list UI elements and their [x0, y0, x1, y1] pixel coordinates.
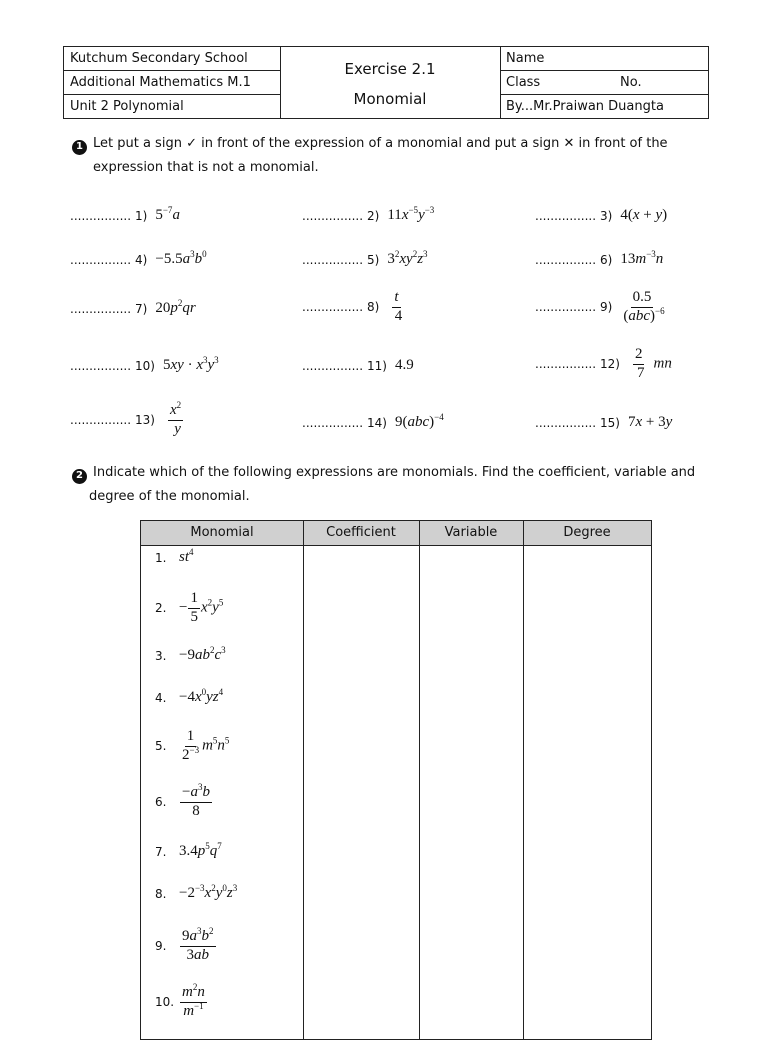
expression: 9(abc)$^{-4}$: [394, 412, 444, 430]
expression: $5xy \cdot x^3y^3$: [162, 355, 219, 373]
answer-blank[interactable]: ................: [535, 300, 597, 315]
monomial-table: [140, 520, 652, 1040]
expression: $5^{-7}a$: [155, 205, 180, 223]
row-expression: $\frac{9a^3b^2}{3ab}$: [182, 926, 214, 963]
row-expression: $-4x^0yz^4$: [179, 687, 224, 705]
item-14: [302, 414, 444, 431]
unit-name: Unit 2 Polynomial: [70, 99, 184, 114]
header-table: [63, 46, 709, 119]
item-8: [302, 290, 410, 325]
expression: $\frac{0.5}{(abc)^{-6}}$: [623, 289, 665, 324]
section2-bullet: 2: [72, 469, 87, 484]
row-expression: $-2^{-3}x^2y^0z^3$: [179, 883, 238, 901]
column-divider: [419, 521, 420, 1039]
expression: $11x^{-5}y^{-3}$: [387, 205, 435, 223]
item-4: [70, 251, 207, 268]
section1-instruction-line2: expression that is not a monomial.: [93, 160, 319, 175]
answer-blank[interactable]: ................: [70, 252, 132, 267]
answer-blank[interactable]: ................: [302, 415, 364, 430]
expression: $\frac{x^2}{y}$: [169, 400, 182, 437]
item-13: [70, 400, 192, 438]
item-10: [70, 357, 219, 374]
row-number: 4.: [155, 690, 167, 705]
section2-instruction-line1: Indicate which of the following expressions are monomials. Find the coefficient, variable and: [93, 465, 696, 480]
expression: $13m^{-3}n$: [620, 249, 664, 267]
item-1: [70, 207, 180, 224]
item-number: 5): [367, 252, 380, 267]
expression: 4.9: [394, 357, 414, 373]
column-divider: [523, 521, 524, 1039]
item-number: 12): [600, 357, 620, 372]
row-expression: $-9ab^2c^3$: [179, 645, 226, 663]
row-expression: $\frac{m^2n}{m^{-1}}$: [182, 982, 205, 1019]
item-number: 11): [367, 358, 387, 373]
item-6: [535, 251, 663, 268]
answer-blank[interactable]: ................: [535, 415, 597, 430]
row-number: 8.: [155, 886, 167, 901]
header-right-column: [500, 47, 708, 118]
answer-blank[interactable]: ................: [535, 252, 597, 267]
answer-blank[interactable]: ................: [302, 300, 364, 315]
row-number: 10.: [155, 995, 175, 1010]
item-number: 10): [135, 358, 155, 373]
answer-blank[interactable]: ................: [70, 413, 132, 428]
item-3: [535, 207, 667, 224]
item-number: 7): [135, 301, 148, 316]
answer-blank[interactable]: ................: [535, 357, 597, 372]
column-header-coefficient: Coefficient: [326, 525, 396, 540]
expression: $\frac{t}{4}$: [394, 289, 403, 324]
exercise-title: Exercise 2.1: [344, 60, 436, 78]
item-number: 3): [600, 208, 613, 223]
author-field: By...Mr.Praiwan Duangta: [506, 99, 664, 114]
answer-blank[interactable]: ................: [302, 208, 364, 223]
table-row: [155, 885, 237, 902]
row-expression: − $\frac{1}{5}$ $x^2y^5$: [179, 590, 224, 625]
item-number: 2): [367, 208, 380, 223]
answer-blank[interactable]: ................: [535, 208, 597, 223]
answer-blank[interactable]: ................: [70, 208, 132, 223]
item-5: [302, 251, 428, 268]
answer-blank[interactable]: ................: [70, 358, 132, 373]
row-number: 6.: [155, 795, 167, 810]
table-row: [155, 982, 208, 1020]
column-divider: [303, 521, 304, 1039]
table-row: [155, 549, 194, 566]
row-number: 7.: [155, 844, 167, 859]
item-number: 14): [367, 415, 387, 430]
expression: $-5.5a^3b^0$: [155, 249, 207, 267]
row-number: 3.: [155, 648, 167, 663]
column-header-degree: Degree: [563, 525, 611, 540]
header-left-column: [64, 47, 281, 118]
section2-instruction: [72, 461, 722, 509]
table-row: [155, 926, 217, 964]
item-number: 8): [367, 300, 380, 315]
row-number: 5.: [155, 739, 167, 754]
row-expression: $\frac{1}{2^{-3}}$ $m^5n^5$: [182, 728, 230, 763]
header-title-column: [280, 47, 501, 118]
item-number: 6): [600, 252, 613, 267]
answer-blank[interactable]: ................: [70, 301, 132, 316]
item-number: 9): [600, 300, 613, 315]
item-number: 15): [600, 415, 620, 430]
table-row: [155, 689, 223, 706]
table-row: [155, 647, 226, 664]
item-number: 4): [135, 252, 148, 267]
row-number: 9.: [155, 939, 167, 954]
row-expression: $st^4$: [179, 547, 194, 565]
table-row: [155, 591, 223, 626]
item-11: [302, 357, 414, 374]
section1-bullet: 1: [72, 140, 87, 155]
item-7: [70, 300, 196, 317]
row-expression: $3.4p^5q^7$: [179, 841, 222, 859]
section1-instruction: [72, 132, 722, 180]
answer-blank[interactable]: ................: [302, 252, 364, 267]
name-field: Name: [500, 47, 708, 71]
row-number: 2.: [155, 601, 167, 616]
exercise-subtitle: Monomial: [353, 90, 427, 108]
class-label: Class: [506, 75, 541, 90]
row-expression: $\frac{-a^3b}{8}$: [182, 782, 210, 819]
expression: 4(x + y): [620, 207, 668, 223]
table-row: [155, 843, 222, 860]
class-field: [500, 71, 708, 95]
section1-instruction-line1: Let put a sign ✓ in front of the expression of a monomial and put a sign ✕ in front of the: [93, 136, 668, 151]
item-number: 13): [135, 413, 155, 428]
table-row: [155, 782, 213, 820]
column-header-monomial: Monomial: [190, 525, 254, 540]
expression: $3^2xy^2z^3$: [387, 249, 428, 267]
item-number: 1): [135, 208, 148, 223]
item-9: [535, 290, 668, 325]
column-header-variable: Variable: [444, 525, 498, 540]
expression: $20p^2qr$: [155, 298, 196, 316]
answer-blank[interactable]: ................: [302, 358, 364, 373]
row-number: 1.: [155, 550, 167, 565]
item-15: [535, 414, 672, 431]
item-12: [535, 347, 672, 382]
school-name: Kutchum Secondary School: [64, 47, 280, 71]
subject-name: Additional Mathematics M.1: [64, 71, 280, 95]
expression: 7x + 3y: [627, 414, 673, 430]
number-label: No.: [620, 75, 642, 90]
expression: $\frac{2}{7}$ mn: [634, 346, 672, 381]
item-2: [302, 207, 434, 224]
section2-instruction-line2: degree of the monomial.: [89, 489, 250, 504]
table-row: [155, 729, 229, 764]
